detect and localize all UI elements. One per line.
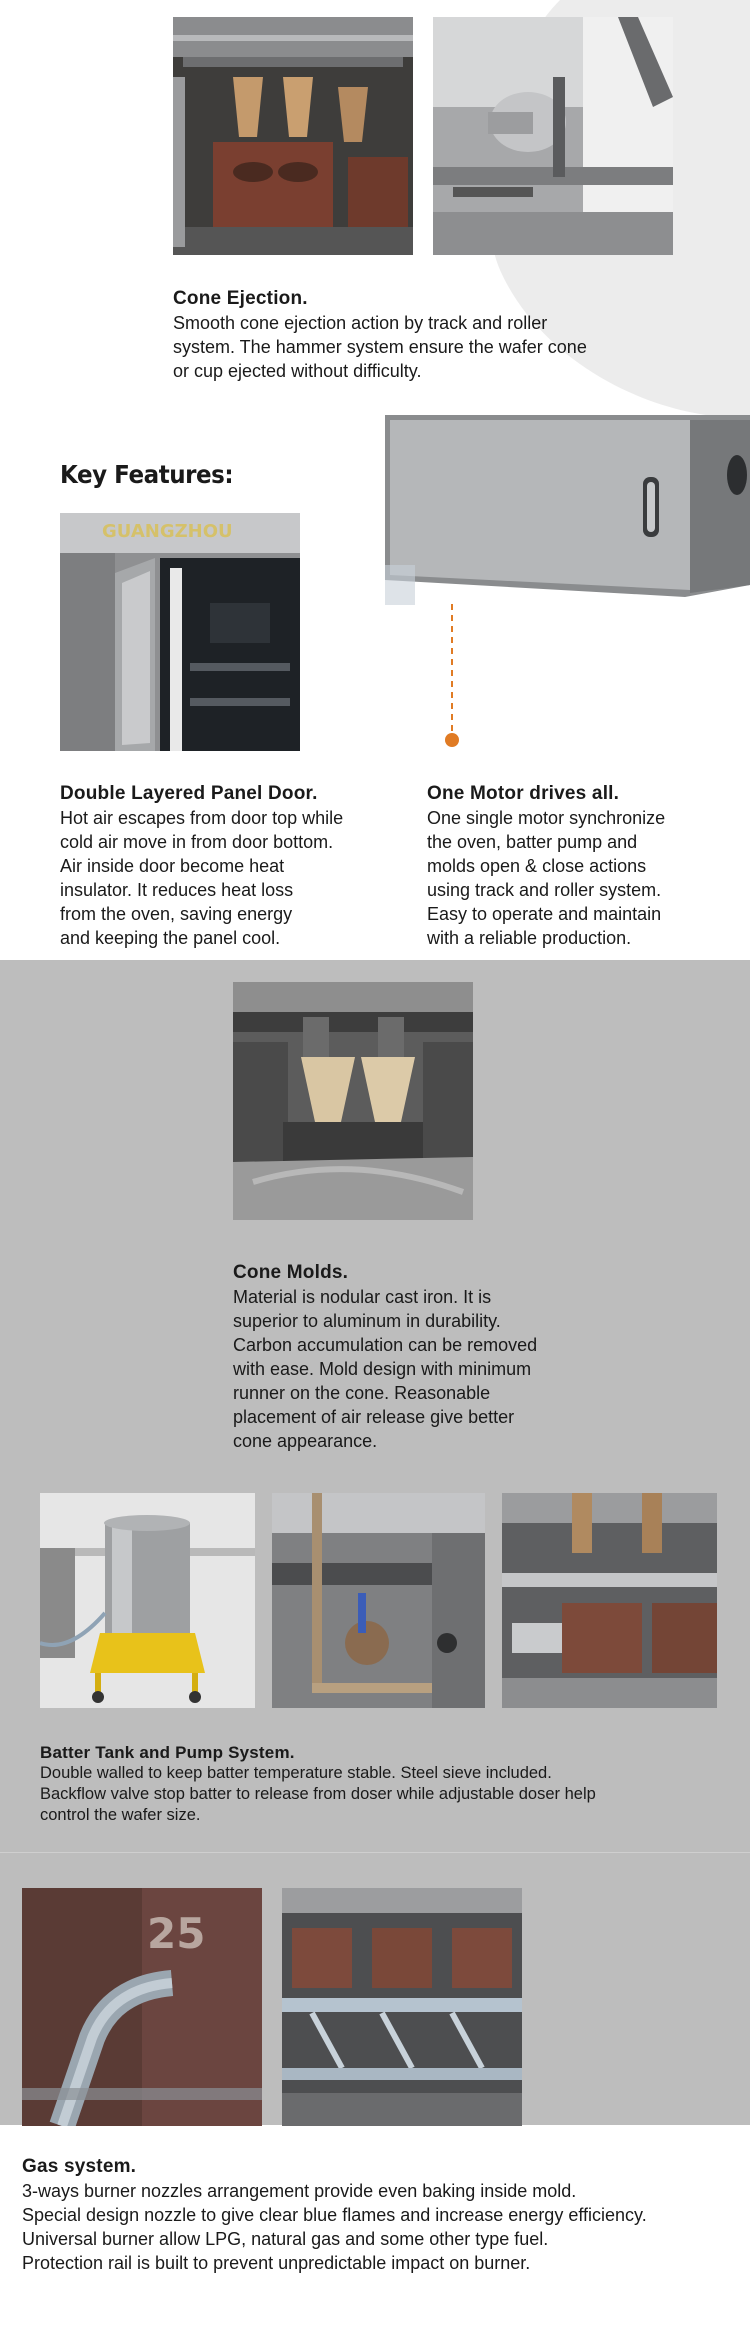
- batter-tank-photo: [40, 1493, 255, 1708]
- cone-molds-heading: Cone Molds.: [233, 1262, 349, 1283]
- cone-ejection-section: [173, 287, 673, 383]
- cone-ejection-photo-hammer: [433, 17, 673, 255]
- batter-section: [40, 1742, 740, 1826]
- panel-door-section: [60, 782, 410, 950]
- pump-valve-photo: [272, 1493, 485, 1708]
- key-features-title: Key Features:: [60, 460, 234, 489]
- batter-heading: Batter Tank and Pump System.: [40, 1743, 295, 1762]
- burner-rail-photo: [282, 1888, 522, 2126]
- gas-section: [22, 2155, 750, 2275]
- batter-description: Double walled to keep batter temperature stable. Steel sieve included. Backflow valve stop batter to release from doser while adjustable doser help control the wafer size.: [40, 1764, 596, 1824]
- cone-ejection-photo-molds: [173, 17, 413, 255]
- cone-molds-section: [233, 1261, 613, 1453]
- burner-photo-label: 25: [147, 1909, 206, 1958]
- gas-description: 3-ways burner nozzles arrangement provide even baking inside mold. Special design nozzle to give clear blue flames and increase energy efficiency. Universal burner allow LPG, natural gas and some other type fuel. Protection rail is built to prevent unpredictable impact on burner.: [22, 2181, 647, 2273]
- gas-heading: Gas system.: [22, 2156, 137, 2177]
- motor-description: One single motor synchronize the oven, batter pump and molds open & close actions using track and roller system. Easy to operate and maintain with a reliable production.: [427, 808, 666, 948]
- panel-door-photo: [60, 513, 300, 751]
- cone-molds-description: Material is nodular cast iron. It is superior to aluminum in durability. Carbon accumulation can be removed with ease. Mold design with minimum runner on the cone. Reasonable placement of air release give better cone appearance.: [233, 1287, 538, 1451]
- motor-section: [427, 782, 747, 950]
- motor-housing-photo: [385, 415, 750, 605]
- burner-nozzle-photo: [22, 1888, 262, 2126]
- panel-door-heading: Double Layered Panel Door.: [60, 783, 318, 804]
- cone-ejection-description: Smooth cone ejection action by track and roller system. The hammer system ensure the wafer cone or cup ejected without difficulty.: [173, 313, 587, 381]
- motor-heading: One Motor drives all.: [427, 783, 620, 804]
- doser-photo: [502, 1493, 717, 1708]
- cone-ejection-heading: Cone Ejection.: [173, 288, 308, 309]
- cone-molds-photo: [233, 982, 473, 1220]
- panel-door-description: Hot air escapes from door top while cold air move in from door bottom. Air inside door become heat insulator. It reduces heat loss from the oven, saving energy and keeping the panel cool.: [60, 808, 344, 948]
- panel-door-sign-text: GUANGZHOU: [102, 521, 233, 542]
- motor-callout-line: [436, 600, 466, 750]
